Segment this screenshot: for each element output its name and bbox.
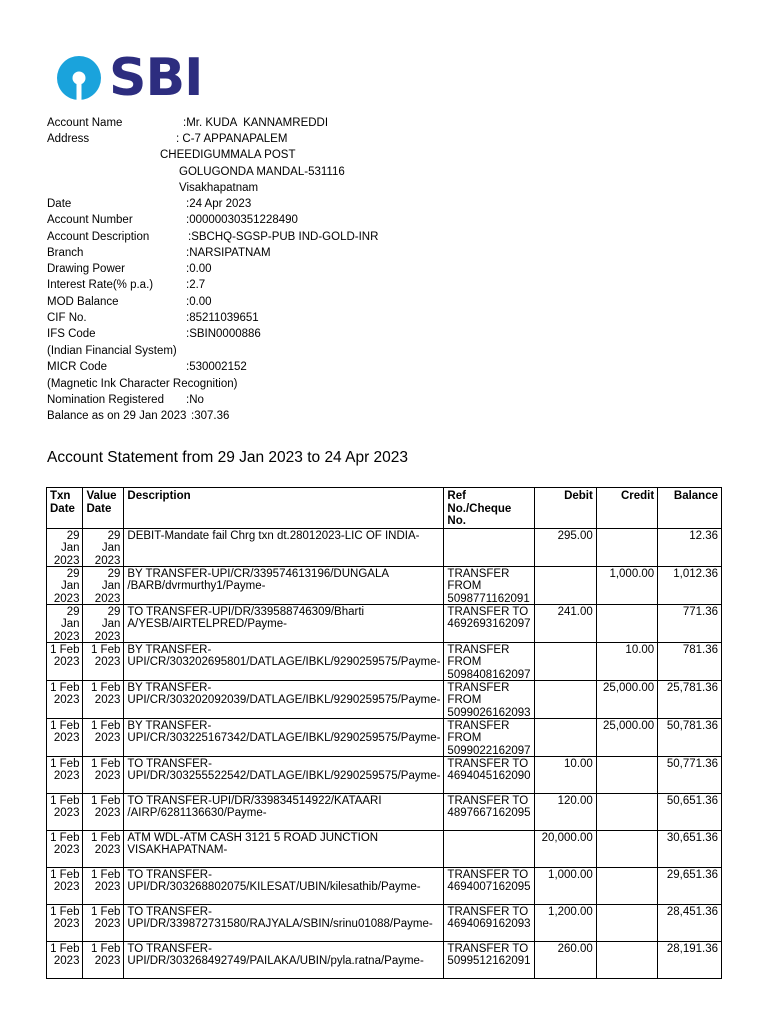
ifs-code-value: :SBIN0000886	[186, 328, 261, 340]
description-cell	[124, 941, 444, 978]
balance-as-on-label: Balance as on 29 Jan 2023	[47, 410, 187, 422]
table-row	[47, 718, 722, 756]
table-row	[47, 528, 722, 566]
account-name-value: :Mr. KUDA KANNAMREDDI	[183, 117, 329, 129]
table-row	[47, 793, 722, 830]
description-cell	[124, 642, 444, 680]
txn-date-cell	[47, 941, 83, 978]
table-row	[47, 642, 722, 680]
value-date-cell	[83, 642, 124, 680]
value-date-cell-text: 1 Feb 2023	[90, 794, 121, 819]
table-row	[47, 830, 722, 867]
ref-no-cell-text: TRANSFER FROM 5099026162093	[447, 681, 531, 718]
table-row	[47, 566, 722, 604]
balance-cell	[658, 604, 722, 642]
header-value-date: Value Date	[83, 488, 124, 529]
credit-cell	[596, 642, 657, 680]
description-cell-text: TO TRANSFER-UPI/DR/339834514922/KATAARI /AIRP/6281136630/Payme-	[127, 794, 382, 819]
balance-cell	[658, 642, 722, 680]
ref-no-cell-text: TRANSFER FROM 5098771162091	[447, 567, 530, 604]
value-date-cell	[83, 566, 124, 604]
txn-date-cell-text: 1 Feb 2023	[50, 681, 80, 706]
debit-cell	[535, 867, 596, 904]
balance-cell-text: 50,771.36	[666, 757, 718, 770]
value-date-cell	[83, 756, 124, 793]
ref-no-cell	[444, 642, 535, 680]
address-line2: CHEEDIGUMMALA POST	[160, 149, 296, 161]
balance-cell-text: 25,781.36	[666, 681, 718, 694]
credit-cell	[596, 604, 657, 642]
debit-cell-text: 10.00	[564, 757, 593, 770]
transactions-table	[46, 487, 722, 979]
debit-cell-text: 1,200.00	[548, 905, 593, 918]
credit-cell-text: 1,000.00	[609, 567, 655, 580]
ref-no-cell-text: TRANSFER FROM 5099022162097	[447, 719, 531, 756]
value-date-cell-text: 1 Feb 2023	[90, 868, 121, 893]
description-cell	[124, 566, 444, 604]
value-date-cell-text: 1 Feb 2023	[90, 831, 121, 856]
credit-cell	[596, 793, 657, 830]
header-debit: Debit	[535, 488, 596, 529]
debit-cell	[535, 793, 596, 830]
balance-cell	[658, 904, 722, 941]
date-value: :24 Apr 2023	[186, 198, 252, 210]
txn-date-cell-text: 1 Feb 2023	[50, 643, 80, 668]
address-line1: : C-7 APPANAPALEM	[176, 133, 288, 145]
nomination-value: :No	[186, 394, 204, 406]
branch-label: Branch	[47, 247, 84, 259]
value-date-cell-text: 29 Jan 2023	[94, 605, 121, 642]
ref-no-cell-text: TRANSFER TO 4694069162093	[447, 905, 531, 930]
value-date-cell	[83, 904, 124, 941]
description-cell	[124, 793, 444, 830]
ref-no-cell	[444, 528, 535, 566]
account-number-label: Account Number	[47, 214, 133, 226]
credit-cell	[596, 528, 657, 566]
balance-cell	[658, 941, 722, 978]
balance-cell-text: 50,651.36	[666, 794, 718, 807]
txn-date-cell	[47, 904, 83, 941]
balance-cell	[658, 830, 722, 867]
txn-date-cell	[47, 718, 83, 756]
ifs-note: (Indian Financial System)	[47, 345, 177, 357]
account-description-value: :SBCHQ-SGSP-PUB IND-GOLD-INR	[188, 231, 379, 243]
txn-date-cell-text: 1 Feb 2023	[50, 905, 80, 930]
balance-cell-text: 781.36	[682, 643, 718, 656]
ref-no-cell	[444, 604, 535, 642]
txn-date-cell-text: 1 Feb 2023	[50, 719, 80, 744]
description-cell	[124, 528, 444, 566]
table-row	[47, 867, 722, 904]
txn-date-cell	[47, 830, 83, 867]
debit-cell	[535, 941, 596, 978]
value-date-cell	[83, 830, 124, 867]
debit-cell-text: 20,000.00	[541, 831, 593, 844]
description-cell	[124, 680, 444, 718]
description-cell	[124, 756, 444, 793]
description-cell	[124, 604, 444, 642]
balance-cell-text: 771.36	[682, 605, 718, 618]
mod-balance-label: MOD Balance	[47, 296, 119, 308]
txn-date-cell	[47, 566, 83, 604]
value-date-cell	[83, 528, 124, 566]
ref-no-cell	[444, 566, 535, 604]
txn-date-cell-text: 1 Feb 2023	[50, 831, 80, 856]
table-row	[47, 941, 722, 978]
credit-cell	[596, 867, 657, 904]
micr-code-value: :530002152	[186, 361, 247, 373]
table-row	[47, 904, 722, 941]
value-date-cell	[83, 604, 124, 642]
debit-cell	[535, 756, 596, 793]
value-date-cell-text: 29 Jan 2023	[94, 529, 121, 566]
value-date-cell	[83, 718, 124, 756]
balance-cell	[658, 566, 722, 604]
txn-date-cell	[47, 867, 83, 904]
header-credit: Credit	[596, 488, 657, 529]
balance-cell	[658, 867, 722, 904]
description-cell-text: BY TRANSFER-UPI/CR/339574613196/DUNGALA /BARB/dvrmurthy1/Payme-	[127, 567, 389, 592]
credit-cell	[596, 566, 657, 604]
debit-cell	[535, 528, 596, 566]
ref-no-cell	[444, 830, 535, 867]
description-cell-text: TO TRANSFER-UPI/DR/303268492749/PAILAKA/UBIN/pyla.ratna/Payme-	[127, 942, 424, 967]
value-date-cell	[83, 941, 124, 978]
header-balance: Balance	[658, 488, 722, 529]
description-cell-text: TO TRANSFER-UPI/DR/339588746309/Bharti A/YESB/AIRTELPRED/Payme-	[127, 605, 365, 630]
ref-no-cell	[444, 867, 535, 904]
ref-no-cell	[444, 680, 535, 718]
address-line4: Visakhapatnam	[179, 182, 259, 194]
mod-balance-value: :0.00	[186, 296, 212, 308]
debit-cell-text: 295.00	[557, 529, 593, 542]
date-label: Date	[47, 198, 72, 210]
ref-no-cell-text: TRANSFER TO 4694045162090	[447, 757, 531, 782]
debit-cell	[535, 642, 596, 680]
value-date-cell	[83, 867, 124, 904]
sbi-logo	[55, 48, 203, 108]
description-cell-text: TO TRANSFER-UPI/DR/303268802075/KILESAT/UBIN/kilesathib/Payme-	[127, 868, 421, 893]
value-date-cell-text: 1 Feb 2023	[90, 757, 121, 782]
description-cell-text: TO TRANSFER-UPI/DR/303255522542/DATLAGE/IBKL/9290259575/Payme-	[127, 757, 441, 782]
debit-cell-text: 120.00	[557, 794, 593, 807]
header-description: Description	[124, 488, 444, 529]
description-cell-text: BY TRANSFER-UPI/CR/303202695801/DATLAGE/IBKL/9290259575/Payme-	[127, 643, 441, 668]
ref-no-cell	[444, 756, 535, 793]
drawing-power-label: Drawing Power	[47, 263, 125, 275]
balance-cell-text: 29,651.36	[666, 868, 718, 881]
txn-date-cell	[47, 528, 83, 566]
micr-code-label: MICR Code	[47, 361, 108, 373]
value-date-cell-text: 29 Jan 2023	[94, 567, 121, 604]
address-line3: GOLUGONDA MANDAL-531116	[179, 166, 345, 178]
balance-cell-text: 30,651.36	[666, 831, 718, 844]
txn-date-cell-text: 29 Jan 2023	[53, 605, 80, 642]
account-number-value: :00000030351228490	[186, 214, 298, 226]
branch-value: :NARSIPATNAM	[186, 247, 271, 259]
credit-cell	[596, 680, 657, 718]
micr-note: (Magnetic Ink Character Recognition)	[47, 378, 238, 390]
debit-cell	[535, 830, 596, 867]
description-cell	[124, 904, 444, 941]
balance-cell-text: 50,781.36	[666, 719, 718, 732]
ref-no-cell-text: TRANSFER TO 4897667162095	[447, 794, 531, 819]
table-header-row	[47, 488, 722, 529]
value-date-cell	[83, 793, 124, 830]
table-row	[47, 604, 722, 642]
txn-date-cell-text: 29 Jan 2023	[53, 567, 80, 604]
credit-cell	[596, 756, 657, 793]
account-name-label: Account Name	[47, 117, 123, 129]
cif-value: :85211039651	[186, 312, 259, 324]
ref-no-cell-text: TRANSFER TO 5099512162091	[447, 942, 531, 967]
credit-cell-text: 25,000.00	[603, 719, 655, 732]
description-cell-text: BY TRANSFER-UPI/CR/303225167342/DATLAGE/IBKL/9290259575/Payme-	[127, 719, 441, 744]
value-date-cell-text: 1 Feb 2023	[90, 905, 121, 930]
value-date-cell-text: 1 Feb 2023	[90, 719, 121, 744]
cif-label: CIF No.	[47, 312, 87, 324]
drawing-power-value: :0.00	[186, 263, 212, 275]
ifs-code-label: IFS Code	[47, 328, 96, 340]
value-date-cell-text: 1 Feb 2023	[90, 681, 121, 706]
balance-as-on-value: :307.36	[191, 410, 230, 422]
balance-cell-text: 28,451.36	[666, 905, 718, 918]
address-label: Address	[47, 133, 90, 145]
debit-cell-text: 260.00	[557, 942, 593, 955]
txn-date-cell	[47, 680, 83, 718]
credit-cell	[596, 941, 657, 978]
txn-date-cell-text: 1 Feb 2023	[50, 757, 80, 782]
ref-no-cell-text: TRANSFER FROM 5098408162097	[447, 643, 531, 680]
description-cell	[124, 830, 444, 867]
ref-no-cell	[444, 904, 535, 941]
header-ref-no: Ref No./Cheque No.	[444, 488, 535, 529]
txn-date-cell-text: 1 Feb 2023	[50, 794, 80, 819]
account-description-label: Account Description	[47, 231, 150, 243]
ref-no-cell	[444, 718, 535, 756]
description-cell-text: DEBIT-Mandate fail Chrg txn dt.28012023-LIC OF INDIA-	[127, 529, 420, 542]
txn-date-cell	[47, 756, 83, 793]
ref-no-cell-text: TRANSFER TO 4694007162095	[447, 868, 531, 893]
debit-cell	[535, 718, 596, 756]
debit-cell	[535, 566, 596, 604]
description-cell-text: TO TRANSFER-UPI/DR/339872731580/RAJYALA/SBIN/srinu01088/Payme-	[127, 905, 433, 930]
value-date-cell-text: 1 Feb 2023	[90, 643, 121, 668]
value-date-cell	[83, 680, 124, 718]
debit-cell	[535, 904, 596, 941]
txn-date-cell	[47, 604, 83, 642]
txn-date-cell-text: 29 Jan 2023	[53, 529, 80, 566]
table-row	[47, 680, 722, 718]
balance-cell	[658, 756, 722, 793]
interest-rate-value: :2.7	[186, 279, 206, 291]
table-row	[47, 756, 722, 793]
description-cell-text: BY TRANSFER-UPI/CR/303202092039/DATLAGE/IBKL/9290259575/Payme-	[127, 681, 441, 706]
balance-cell	[658, 528, 722, 566]
credit-cell	[596, 830, 657, 867]
description-cell-text: ATM WDL-ATM CASH 3121 5 ROAD JUNCTION VISAKHAPATNAM-	[127, 831, 379, 856]
description-cell	[124, 718, 444, 756]
brand-name: SBI	[109, 48, 203, 108]
credit-cell-text: 25,000.00	[603, 681, 655, 694]
interest-rate-label: Interest Rate(% p.a.)	[47, 279, 154, 291]
value-date-cell-text: 1 Feb 2023	[90, 942, 121, 967]
balance-cell-text: 1,012.36	[673, 567, 718, 580]
credit-cell	[596, 904, 657, 941]
debit-cell-text: 241.00	[557, 605, 593, 618]
txn-date-cell-text: 1 Feb 2023	[50, 942, 80, 967]
sbi-keyhole-icon	[55, 54, 103, 102]
debit-cell	[535, 680, 596, 718]
ref-no-cell	[444, 793, 535, 830]
txn-date-cell	[47, 642, 83, 680]
balance-cell	[658, 680, 722, 718]
txn-date-cell-text: 1 Feb 2023	[50, 868, 80, 893]
balance-cell-text: 12.36	[689, 529, 718, 542]
ref-no-cell	[444, 941, 535, 978]
header-txn-date: Txn Date	[47, 488, 83, 529]
balance-cell	[658, 718, 722, 756]
credit-cell-text: 10.00	[625, 643, 655, 656]
debit-cell-text: 1,000.00	[548, 868, 593, 881]
nomination-label: Nomination Registered	[47, 394, 164, 406]
balance-cell	[658, 793, 722, 830]
credit-cell	[596, 718, 657, 756]
description-cell	[124, 867, 444, 904]
statement-title: Account Statement from 29 Jan 2023 to 24 Apr 2023	[47, 449, 409, 466]
txn-date-cell	[47, 793, 83, 830]
balance-cell-text: 28,191.36	[666, 942, 718, 955]
debit-cell	[535, 604, 596, 642]
ref-no-cell-text: TRANSFER TO 4692693162097	[447, 605, 531, 630]
